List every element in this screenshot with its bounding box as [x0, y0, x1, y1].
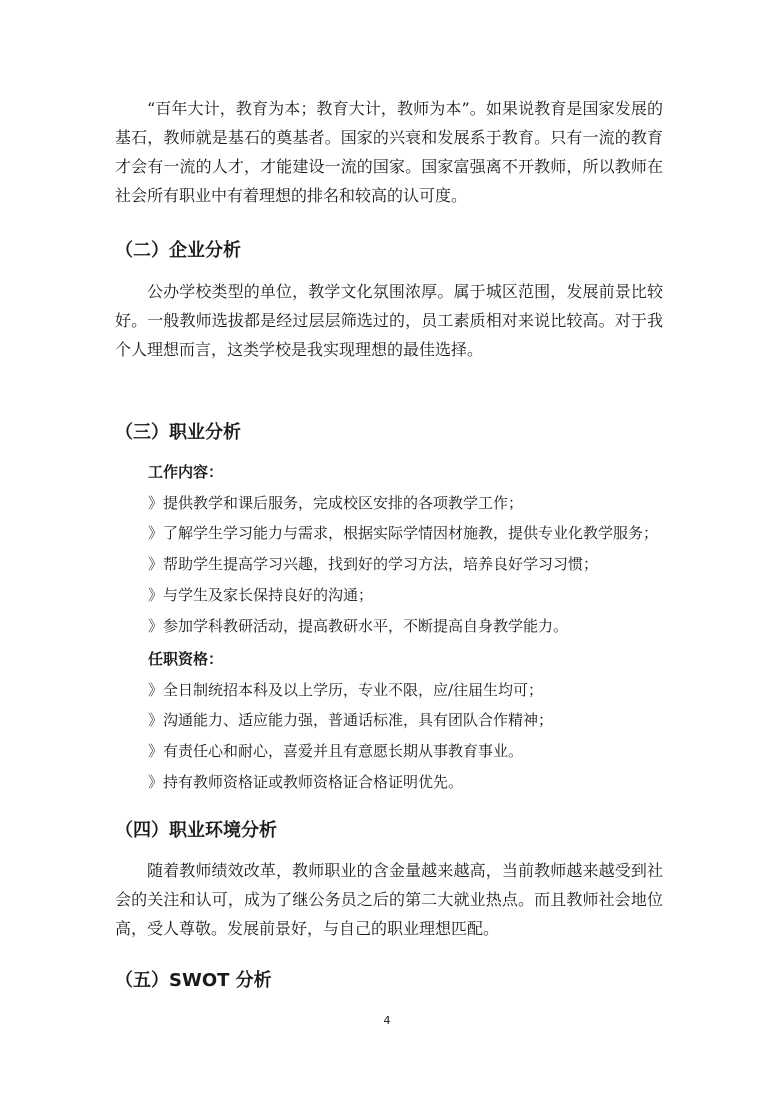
work-item: 》了解学生学习能力与需求，根据实际学情因材施教，提供专业化教学服务； [148, 524, 659, 542]
qualification-item: 》有责任心和耐心，喜爱并且有意愿长期从事教育事业。 [148, 742, 524, 760]
page-number: 4 [383, 1014, 391, 1027]
section-heading-career-analysis: （三）职业分析 [115, 422, 241, 443]
career-environment-paragraph: 随着教师绩效改革，教师职业的含金量越来越高，当前教师越来越受到社会的关注和认可，成为了继公务员之后的第二大就业热点。而且教师社会地位高，受人尊敬。发展前景好，与自己的职业理想匹配。 [115, 861, 663, 938]
qualification-item: 》全日制统招本科及以上学历，专业不限，应/往届生均可； [148, 681, 544, 699]
work-item: 》提供教学和课后服务，完成校区安排的各项教学工作； [148, 494, 524, 512]
work-item: 》参加学科教研活动，提高教研水平，不断提高自身教学能力。 [148, 617, 569, 635]
enterprise-analysis-paragraph: 公办学校类型的单位，教学文化氛围浓厚。属于城区范围，发展前景比较好。一般教师选拔都是经过层层筛选过的，员工素质相对来说比较高。对于我个人理想而言，这类学校是我实现理想的最佳选择。 [115, 282, 663, 359]
qualification-item: 》持有教师资格证或教师资格证合格证明优先。 [148, 773, 464, 791]
section-heading-career-environment: （四）职业环境分析 [115, 820, 277, 841]
work-item: 》与学生及家长保持良好的沟通； [148, 586, 374, 604]
qualification-label: 任职资格： [148, 650, 224, 668]
qualification-item: 》沟通能力、适应能力强，普通话标准，具有团队合作精神； [148, 711, 554, 729]
intro-paragraph: “百年大计，教育为本；教育大计，教师为本”。如果说教育是国家发展的基石，教师就是基石的奠基者。国家的兴衰和发展系于教育。只有一流的教育才会有一流的人才，才能建设一流的国家。国家富强离不开教师，所以教师在社会所有职业中有着理想的排名和较高的认可度。 [115, 99, 663, 205]
section-heading-swot: （五）SWOT 分析 [115, 970, 272, 991]
section-heading-enterprise-analysis: （二）企业分析 [115, 240, 241, 261]
work-content-label: 工作内容： [148, 463, 224, 481]
work-item: 》帮助学生提高学习兴趣，找到好的学习方法，培养良好学习习惯； [148, 555, 599, 573]
